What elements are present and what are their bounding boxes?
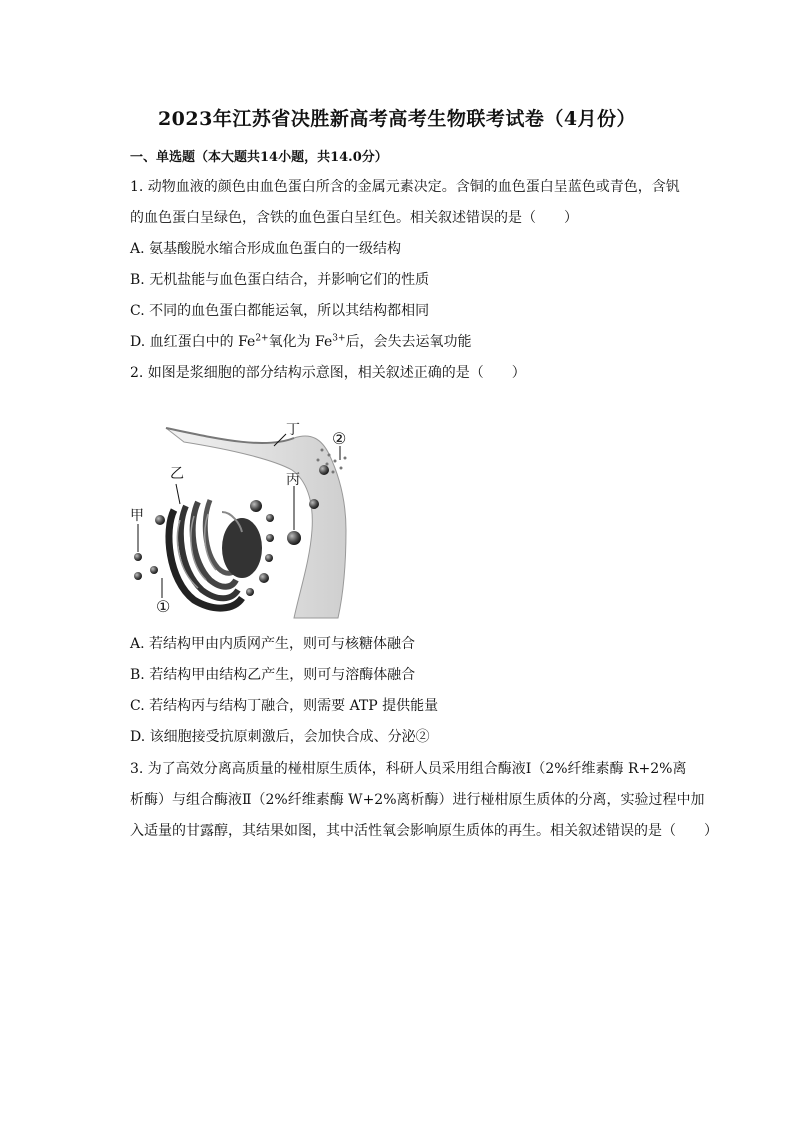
question-2-option-a: A. 若结构甲由内质网产生，则可与核糖体融合 (130, 636, 416, 652)
question-2-stem: 2. 如图是浆细胞的部分结构示意图，相关叙述正确的是（ ） (130, 365, 526, 381)
option-d-superscript-2: 3+ (332, 333, 346, 344)
option-d-text-pre: D. 血红蛋白中的 Fe (130, 334, 256, 350)
page-title: 2023年江苏省决胜新高考高考生物联考试卷（4月份） (157, 108, 637, 130)
question-2-option-c: C. 若结构丙与结构丁融合，则需要 ATP 提供能量 (130, 698, 439, 714)
label-ding: 丁 (286, 422, 300, 438)
question-2-option-d: D. 该细胞接受抗原刺激后，会加快合成、分泌② (130, 729, 430, 745)
option-d-text-mid: 氧化为 Fe (268, 334, 333, 350)
question-1-option-c: C. 不同的血色蛋白都能运氧，所以其结构都相同 (130, 303, 430, 319)
label-one: ① (156, 597, 171, 616)
question-1-option-b: B. 无机盐能与血色蛋白结合，并影响它们的性质 (130, 272, 430, 288)
question-1-option-d (130, 331, 472, 351)
plasma-cell-diagram (124, 420, 364, 620)
question-3-stem-line3: 入适量的甘露醇，其结果如图，其中活性氧会影响原生质体的再生。相关叙述错误的是（ ） (130, 823, 718, 839)
section-heading: 一、单选题（本大题共14小题，共14.0分） (130, 150, 388, 165)
label-bing: 丙 (286, 472, 300, 488)
question-1-stem-line2: 的血色蛋白呈绿色，含铁的血色蛋白呈红色。相关叙述错误的是（ ） (130, 210, 578, 226)
label-jia: 甲 (130, 508, 144, 524)
label-two: ② (332, 429, 347, 448)
question-1-option-a: A. 氨基酸脱水缩合形成血色蛋白的一级结构 (130, 241, 402, 257)
question-1-stem-line1: 1. 动物血液的颜色由血色蛋白所含的金属元素决定。含铜的血色蛋白呈蓝色或青色，含钒 (130, 179, 680, 195)
option-d-text-post: 后，会失去运氧功能 (345, 334, 472, 350)
question-2-option-b: B. 若结构甲由结构乙产生，则可与溶酶体融合 (130, 667, 416, 683)
question-3-stem-line2: 析酶）与组合酶液Ⅱ（2%纤维素酶 W+2%离析酶）进行椪柑原生质体的分离，实验过程中加 (130, 792, 705, 808)
question-3-stem-line1: 3. 为了高效分离高质量的椪柑原生质体，科研人员采用组合酶液Ⅰ（2%纤维素酶 R+2%离 (130, 761, 687, 777)
option-d-superscript-1: 2+ (255, 333, 269, 344)
label-yi: 乙 (170, 466, 184, 482)
